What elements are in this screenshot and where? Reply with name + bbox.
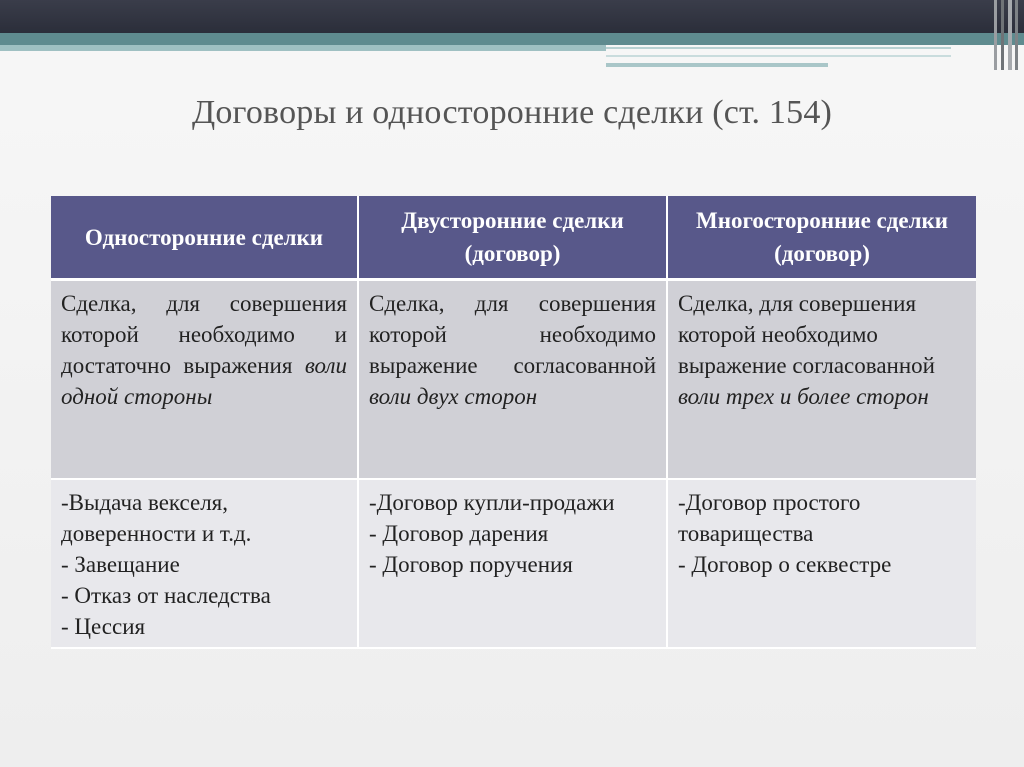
band-side-bar: [1008, 0, 1012, 70]
definition-italic-text: воли двух сторон: [369, 384, 538, 409]
band-thin-line: [606, 63, 828, 67]
band-thin-line: [606, 55, 951, 57]
table-header-row: [51, 196, 976, 280]
definition-plain-text: Сделка, для совершения которой необходимо и достаточно выражения: [61, 291, 347, 378]
examples-cell-unilateral: [51, 479, 358, 648]
definition-plain-text: Сделка, для совершения которой необходимо выражение согласованной: [369, 291, 656, 378]
header-bilateral: Двусторонние сделки (договор): [358, 196, 667, 280]
example-item: -Выдача векселя, доверенности и т.д.: [61, 490, 252, 546]
band-side-bar: [1015, 0, 1018, 70]
definition-cell-unilateral: [51, 280, 358, 480]
example-item: -Договор простого товарищества: [678, 490, 861, 546]
header-unilateral: Односторонние сделки: [51, 196, 358, 280]
band-dark-stripe: [0, 0, 1024, 33]
definition-row: [51, 280, 976, 480]
example-item: -Договор купли-продажи: [369, 490, 615, 515]
examples-cell-multilateral: [667, 479, 976, 648]
top-decorative-band: [0, 0, 1024, 70]
band-thin-line: [606, 47, 951, 49]
examples-row: [51, 479, 976, 648]
comparison-table: [51, 196, 976, 649]
definition-cell-multilateral: [667, 280, 976, 480]
example-item: - Договор о секвестре: [678, 552, 892, 577]
example-item: - Договор поручения: [369, 552, 573, 577]
definition-text: [369, 288, 656, 412]
definition-text: [61, 288, 347, 412]
band-teal-stripe: [0, 33, 1024, 45]
header-multilateral: Многосторонние сделки (договор): [667, 196, 976, 280]
band-side-bar: [994, 0, 997, 70]
band-light-stripe: [0, 45, 606, 51]
example-item: - Договор дарения: [369, 521, 549, 546]
definition-text: [678, 288, 966, 412]
band-side-bar: [1001, 0, 1004, 70]
slide-title: Договоры и односторонние сделки (ст. 154): [191, 94, 833, 131]
definition-italic-text: воли одной стороны: [61, 353, 347, 409]
comparison-table-wrapper: [51, 196, 976, 649]
examples-cell-bilateral: [358, 479, 667, 648]
band-side-bars: [994, 0, 1018, 70]
example-item: - Цессия: [61, 614, 146, 639]
example-item: - Завещание: [61, 552, 180, 577]
definition-italic-text: воли трех и более сторон: [678, 384, 929, 409]
definition-cell-bilateral: [358, 280, 667, 480]
definition-plain-text: Сделка, для совершения которой необходимо выражение согласованной: [678, 291, 935, 378]
example-item: - Отказ от наследства: [61, 583, 271, 608]
